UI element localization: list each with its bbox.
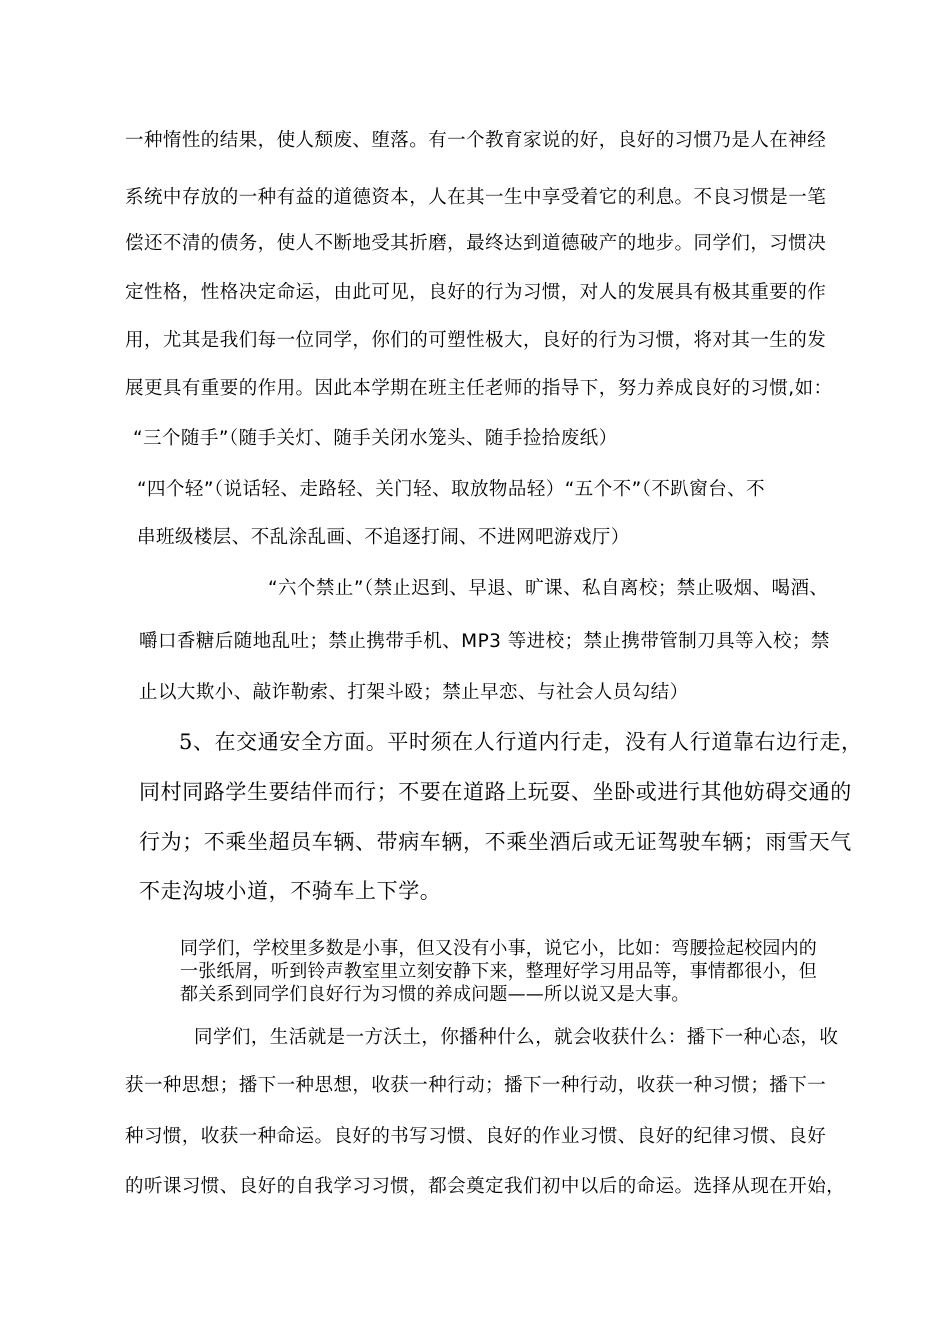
text-line: 不走沟坡小道，不骑车上下学。 (139, 879, 442, 903)
text-line: 都关系到同学们良好行为习惯的养成问题——所以说又是大事。 (180, 984, 690, 1005)
six-prohibitions-line: 嚼口香糖后随地乱吐；禁止携带手机、MP3 等进校；禁止携带管制刀具等入校；禁 (139, 631, 830, 652)
text-line: 获一种思想；播下一种思想，收获一种行动；播下一种行动，收获一种习惯；播下一 (125, 1075, 827, 1096)
four-five-habits-line: 串班级楼层、不乱涂乱画、不追逐打闹、不进网吧游戏厅） (137, 527, 630, 548)
text-line: 一种惰性的结果，使人颓废、堕落。有一个教育家说的好，良好的习惯乃是人在神经 (125, 130, 827, 151)
text-line: 展更具有重要的作用。因此本学期在班主任老师的指导下，努力养成良好的习惯,如： (125, 378, 833, 399)
three-habits-line: “三个随手”（随手关灯、随手关闭水笼头、随手捡拾废纸） (133, 428, 618, 449)
text-line: 一张纸屑，听到铃声教室里立刻安静下来，整理好学习用品等，事情都很小，但 (180, 961, 817, 982)
text-line: 系统中存放的一种有益的道德资本，人在其一生中享受着它的利息。不良习惯是一笔 (125, 187, 827, 208)
text-line: 同学们，生活就是一方沃土，你播种什么，就会收获什么：播下一种心态，收 (194, 1027, 839, 1048)
text-line: 用，尤其是我们每一位同学，你们的可塑性极大，良好的行为习惯，将对其一生的发 (125, 330, 827, 351)
text-line: 5、在交通安全方面。平时须在人行道内行走，没有人行道靠右边行走， (179, 730, 863, 754)
text-line: 定性格，性格决定命运，由此可见，良好的行为习惯，对人的发展具有极其重要的作 (125, 282, 827, 303)
six-prohibitions-line: 止以大欺小、敲诈勒索、打架斗殴；禁止早恋、与社会人员勾结） (139, 682, 689, 703)
text-line: 的听课习惯、良好的自我学习习惯，都会奠定我们初中以后的命运。选择从现在开始， (125, 1176, 846, 1197)
text-line: 行为；不乘坐超员车辆、带病车辆，不乘坐酒后或无证驾驶车辆；雨雪天气 (139, 830, 852, 854)
text-line: 同村同路学生要结伴而行；不要在道路上玩耍、坐卧或进行其他妨碍交通的 (139, 780, 852, 804)
text-line: 同学们，学校里多数是小事，但又没有小事，说它小，比如：弯腰捡起校园内的 (180, 938, 817, 959)
text-line: 偿还不清的债务，使人不断地受其折磨，最终达到道德破产的地步。同学们，习惯决 (125, 233, 827, 254)
four-five-habits-line: “四个轻”（说话轻、走路轻、关门轻、取放物品轻）“五个不”（不趴窗台、不 (137, 479, 766, 500)
six-prohibitions-line: “六个禁止”（禁止迟到、早退、旷课、私自离校；禁止吸烟、喝酒、 (268, 578, 829, 599)
text-line: 种习惯，收获一种命运。良好的书写习惯、良好的作业习惯、良好的纪律习惯、良好 (125, 1126, 827, 1147)
